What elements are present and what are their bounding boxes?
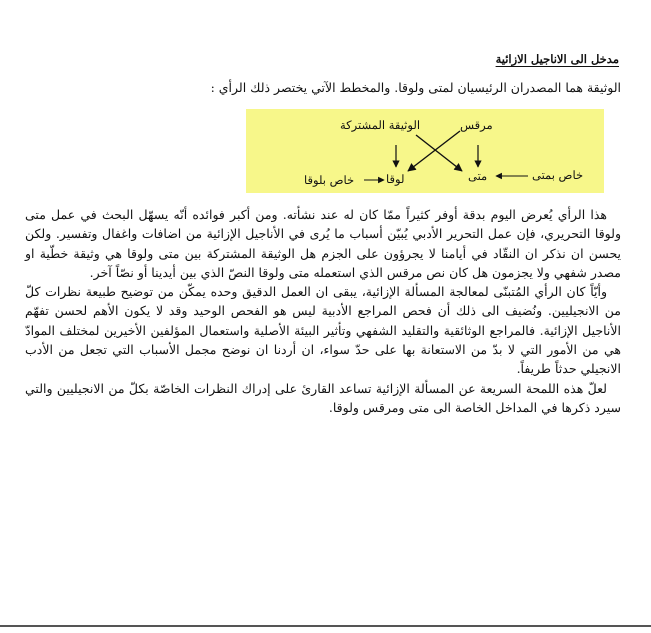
- paragraph: وأيّاً كان الرأي المُتبنّى لمعالجة المسألة الإزائية، يبقى ان العمل الدقيق وحده يمكّن من توضيح طبيعة نظرات كلّ من الانجيليين. ونُضيف الى ذلك أن فحص المراجع الأدبية ليس هو الفحص الوحيد وقد لا يكون الأهم لحسن تفهّم الأناجيل الإزائية. فالمراجع الوثائقية والتقليد الشفهي وتأثير البيئة الأصلية واستعمال المؤلفين الأخيرين لمختلف الموادّ هي من الأمور التي لا بدّ من الاستعانة بها على حدّ سواء، ان أردنا ان نوضح مجمل الأسباب التي تجعل من الأدب الانجيلي حدثاً طريفاً.: [25, 284, 621, 377]
- label-matthew-special: خاص بمتى: [532, 168, 584, 182]
- label-common-source: الوثيقة المشتركة: [340, 118, 421, 132]
- label-luke: لوقا: [386, 172, 405, 186]
- running-head: مدخل الى الاناجيل الازائية: [495, 52, 619, 66]
- body-text: [25, 205, 621, 417]
- arrow-mark-to-luke: [408, 131, 460, 171]
- label-matthew: متى: [468, 169, 488, 183]
- arrow-source-to-matthew: [416, 135, 462, 171]
- synoptic-diagram: [246, 109, 604, 193]
- paragraph: هذا الرأي يُعرض اليوم بدقة أوفر كثيراً ممّا كان له عند نشأته. ومن أكبر فوائده أنّه يسهّل البحث في عمل متى ولوقا التحريري، فإن عمل التحرير الأدبي يُبيّن أسباب ما يُرى في الأناجيل الإزائية من اضافات واغفال وتفسير. ولكن يحسن ان نذكر ان النقّاد في أيامنا لا يجرؤون على الجزم هل الوثيقة المشتركة بين متى ولوقا هي وثيقة خطّية او مصدر شفهي ولا يجزمون هل كان نص مرقس الذي استعمله متى ولوقا النصّ الذي بين أيدينا أو نصّاً آخر.: [25, 207, 621, 280]
- bottom-rule: [0, 625, 651, 627]
- label-luke-special: خاص بلوقا: [304, 173, 355, 187]
- paragraph: لعلّ هذه اللمحة السريعة عن المسألة الإزائية تساعد القارئ على إدراك النظرات الخاصّة بكلّ من الانجيليين والتي سيرد ذكرها في المداخل الخاصة الى متى ومرقس ولوقا.: [25, 380, 621, 415]
- label-mark: مرقس: [460, 118, 493, 132]
- intro-line: الوثيقة هما المصدران الرئيسيان لمتى ولوقا. والمخطط الآتي يختصر ذلك الرأي :: [210, 80, 621, 95]
